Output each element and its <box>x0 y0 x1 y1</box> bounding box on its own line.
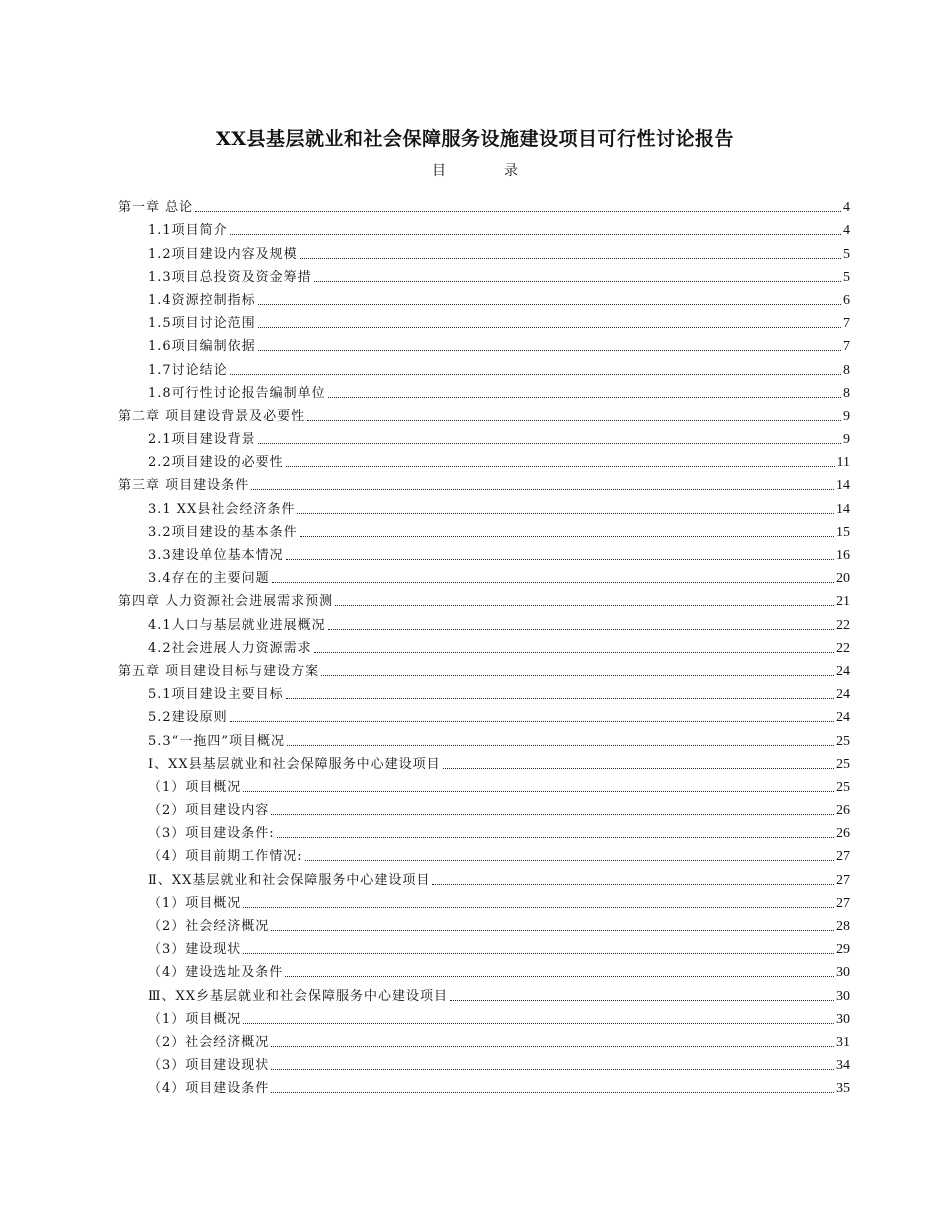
dot-leader <box>321 675 834 676</box>
toc-entry-label: 第一章 总论 <box>118 200 194 216</box>
toc-entry-page-number: 5 <box>843 246 850 262</box>
toc-entry-page-number: 29 <box>836 942 850 958</box>
toc-entry[interactable] <box>118 263 850 286</box>
toc-entry[interactable] <box>118 309 850 332</box>
dot-leader <box>286 698 834 699</box>
toc-entry-label: 4.1人口与基层就业进展概况 <box>148 617 326 633</box>
toc-entry-page-number: 7 <box>843 316 850 332</box>
toc-entry[interactable] <box>118 286 850 309</box>
toc-entry[interactable] <box>118 1051 850 1074</box>
toc-entry-label: （1）项目概况 <box>148 895 242 911</box>
toc-entry-page-number: 4 <box>843 223 850 239</box>
toc-entry[interactable] <box>118 773 850 796</box>
toc-entry-page-number: 24 <box>836 710 850 726</box>
toc-entry-label: 3.2项目建设的基本条件 <box>148 524 298 540</box>
dot-leader <box>335 605 834 606</box>
toc-entry-page-number: 30 <box>836 965 850 981</box>
toc-entry-page-number: 6 <box>843 292 850 308</box>
toc-entry[interactable] <box>118 981 850 1004</box>
toc-entry-label: 2.1项目建设背景 <box>148 432 256 448</box>
toc-entry-label: 第五章 项目建设目标与建设方案 <box>118 663 320 679</box>
toc-entry-page-number: 25 <box>836 779 850 795</box>
toc-entry[interactable] <box>118 541 850 564</box>
dot-leader <box>328 629 834 630</box>
toc-entry-page-number: 35 <box>836 1081 850 1097</box>
toc-entry[interactable] <box>118 610 850 633</box>
toc-entry-page-number: 8 <box>843 385 850 401</box>
dot-leader <box>443 768 834 769</box>
toc-entry-page-number: 26 <box>836 803 850 819</box>
toc-entry-label: 第三章 项目建设条件 <box>118 478 250 494</box>
toc-entry[interactable] <box>118 425 850 448</box>
toc-entry[interactable] <box>118 379 850 402</box>
toc-entry[interactable] <box>118 912 850 935</box>
toc-entry-label: 3.4存在的主要问题 <box>148 571 270 587</box>
toc-entry[interactable] <box>118 1074 850 1097</box>
dot-leader <box>258 304 841 305</box>
toc-entry-label: 第四章 人力资源社会进展需求预测 <box>118 594 334 610</box>
toc-entry[interactable] <box>118 680 850 703</box>
toc-entry-page-number: 22 <box>836 640 850 656</box>
toc-entry-label: 4.2社会进展人力资源需求 <box>148 640 312 656</box>
toc-entry[interactable] <box>118 657 850 680</box>
toc-entry[interactable] <box>118 1028 850 1051</box>
toc-entry-page-number: 20 <box>836 571 850 587</box>
toc-entry[interactable] <box>118 634 850 657</box>
dot-leader <box>272 582 834 583</box>
dot-leader <box>251 489 834 490</box>
toc-entry-page-number: 14 <box>836 478 850 494</box>
dot-leader <box>300 258 841 259</box>
toc-entry-label: （1）项目概况 <box>148 779 242 795</box>
dot-leader <box>243 1023 834 1024</box>
toc-entry-label: （4）项目前期工作情况: <box>148 849 303 865</box>
toc-entry[interactable] <box>118 239 850 262</box>
dot-leader <box>258 350 841 351</box>
toc-entry-label: （3）项目建设现状 <box>148 1058 270 1074</box>
toc-entry-label: 1.6项目编制依据 <box>148 339 256 355</box>
toc-entry-page-number: 7 <box>843 339 850 355</box>
toc-entry-label: （4）建设选址及条件 <box>148 965 284 981</box>
toc-entry[interactable] <box>118 796 850 819</box>
toc-entry-page-number: 15 <box>836 524 850 540</box>
toc-entry-page-number: 26 <box>836 826 850 842</box>
toc-entry-label: Ⅲ、XX乡基层就业和社会保障服务中心建设项目 <box>148 988 449 1004</box>
dot-leader <box>305 860 834 861</box>
dot-leader <box>277 837 834 838</box>
toc-entry-page-number: 31 <box>836 1034 850 1050</box>
toc-entry-page-number: 25 <box>836 733 850 749</box>
toc-entry[interactable] <box>118 819 850 842</box>
toc-entry-label: Ⅱ、XX基层就业和社会保障服务中心建设项目 <box>148 872 431 888</box>
toc-entry[interactable] <box>118 726 850 749</box>
toc-entry-label: 1.2项目建设内容及规模 <box>148 246 298 262</box>
toc-entry-label: 1.1项目简介 <box>148 223 228 239</box>
toc-entry[interactable] <box>118 402 850 425</box>
dot-leader <box>271 1046 834 1047</box>
dot-leader <box>285 976 834 977</box>
dot-leader <box>230 374 841 375</box>
dot-leader <box>314 652 834 653</box>
dot-leader <box>230 721 834 722</box>
toc-entry-page-number: 30 <box>836 988 850 1004</box>
dot-leader <box>450 1000 834 1001</box>
toc-entry-page-number: 14 <box>836 501 850 517</box>
dot-leader <box>243 953 834 954</box>
dot-leader <box>271 814 834 815</box>
toc-entry-label: 2.2项目建设的必要性 <box>148 455 284 471</box>
toc-entry-label: 5.1项目建设主要目标 <box>148 687 284 703</box>
dot-leader <box>243 791 834 792</box>
toc-entry[interactable] <box>118 958 850 981</box>
toc-entry[interactable] <box>118 355 850 378</box>
toc-entry[interactable] <box>118 193 850 216</box>
dot-leader <box>271 1069 834 1070</box>
dot-leader <box>195 211 841 212</box>
toc-entry-page-number: 8 <box>843 362 850 378</box>
toc-entry-label: （3）项目建设条件: <box>148 826 275 842</box>
dot-leader <box>271 1092 834 1093</box>
dot-leader <box>300 536 834 537</box>
dot-leader <box>307 420 841 421</box>
toc-entry[interactable] <box>118 1005 850 1028</box>
toc-entry-label: （2）社会经济概况 <box>148 1034 270 1050</box>
toc-entry[interactable] <box>118 750 850 773</box>
dot-leader <box>230 234 841 235</box>
toc-entry[interactable] <box>118 564 850 587</box>
toc-entry-label: 1.5项目讨论范围 <box>148 316 256 332</box>
toc-entry-page-number: 24 <box>836 663 850 679</box>
toc-entry[interactable] <box>118 935 850 958</box>
toc-entry-label: （4）项目建设条件 <box>148 1081 270 1097</box>
toc-heading: 目录 <box>432 163 576 179</box>
toc-entry-label: 1.3项目总投资及资金筹措 <box>148 269 312 285</box>
toc-entry[interactable] <box>118 842 850 865</box>
toc-entry-page-number: 27 <box>836 895 850 911</box>
toc-entry-label: 1.4资源控制指标 <box>148 292 256 308</box>
toc-entry[interactable] <box>118 494 850 517</box>
toc-entry-page-number: 30 <box>836 1011 850 1027</box>
dot-leader <box>243 907 834 908</box>
toc-entry-page-number: 24 <box>836 687 850 703</box>
toc-entry[interactable] <box>118 448 850 471</box>
table-of-contents <box>118 193 850 1097</box>
dot-leader <box>297 513 834 514</box>
dot-leader <box>432 884 834 885</box>
dot-leader <box>258 327 841 328</box>
toc-entry-label: 3.3建设单位基本情况 <box>148 548 284 563</box>
toc-entry-label: （3）建设现状 <box>148 942 242 958</box>
toc-entry-page-number: 27 <box>836 872 850 888</box>
toc-entry[interactable] <box>118 889 850 912</box>
toc-entry[interactable] <box>118 703 850 726</box>
dot-leader <box>328 397 841 398</box>
toc-entry[interactable] <box>118 518 850 541</box>
toc-entry[interactable] <box>118 471 850 494</box>
toc-entry-page-number: 5 <box>843 269 850 285</box>
dot-leader <box>271 930 834 931</box>
toc-entry-page-number: 9 <box>843 432 850 448</box>
toc-entry-page-number: 9 <box>843 408 850 424</box>
toc-entry-label: （2）项目建设内容 <box>148 803 270 819</box>
toc-entry-page-number: 25 <box>836 756 850 772</box>
toc-entry-page-number: 11 <box>836 455 850 471</box>
toc-entry-page-number: 22 <box>836 617 850 633</box>
toc-entry[interactable] <box>118 587 850 610</box>
toc-entry-label: Ⅰ、XX县基层就业和社会保障服务中心建设项目 <box>148 756 441 772</box>
toc-entry-label: 3.1 XX县社会经济条件 <box>148 501 296 517</box>
toc-entry-page-number: 16 <box>836 548 850 563</box>
dot-leader <box>258 443 841 444</box>
toc-entry-label: 5.3“一拖四”项目概况 <box>148 733 285 749</box>
toc-entry[interactable] <box>118 216 850 239</box>
toc-entry[interactable] <box>118 332 850 355</box>
toc-entry-label: 1.7讨论结论 <box>148 362 228 378</box>
toc-entry-page-number: 21 <box>836 594 850 610</box>
toc-entry-label: （2）社会经济概况 <box>148 919 270 934</box>
dot-leader <box>286 559 834 560</box>
toc-entry-page-number: 27 <box>836 849 850 865</box>
dot-leader <box>314 281 841 282</box>
document-title: XX县基层就业和社会保障服务设施建设项目可行性讨论报告 <box>216 128 734 150</box>
dot-leader <box>287 745 834 746</box>
toc-entry-page-number: 34 <box>836 1058 850 1074</box>
toc-entry-label: （1）项目概况 <box>148 1011 242 1027</box>
toc-entry-label: 5.2建设原则 <box>148 710 228 726</box>
toc-entry[interactable] <box>118 865 850 888</box>
toc-entry-page-number: 28 <box>836 919 850 934</box>
toc-entry-label: 1.8可行性讨论报告编制单位 <box>148 385 326 401</box>
toc-entry-label: 第二章 项目建设背景及必要性 <box>118 408 306 424</box>
dot-leader <box>286 466 835 467</box>
toc-entry-page-number: 4 <box>843 200 850 216</box>
